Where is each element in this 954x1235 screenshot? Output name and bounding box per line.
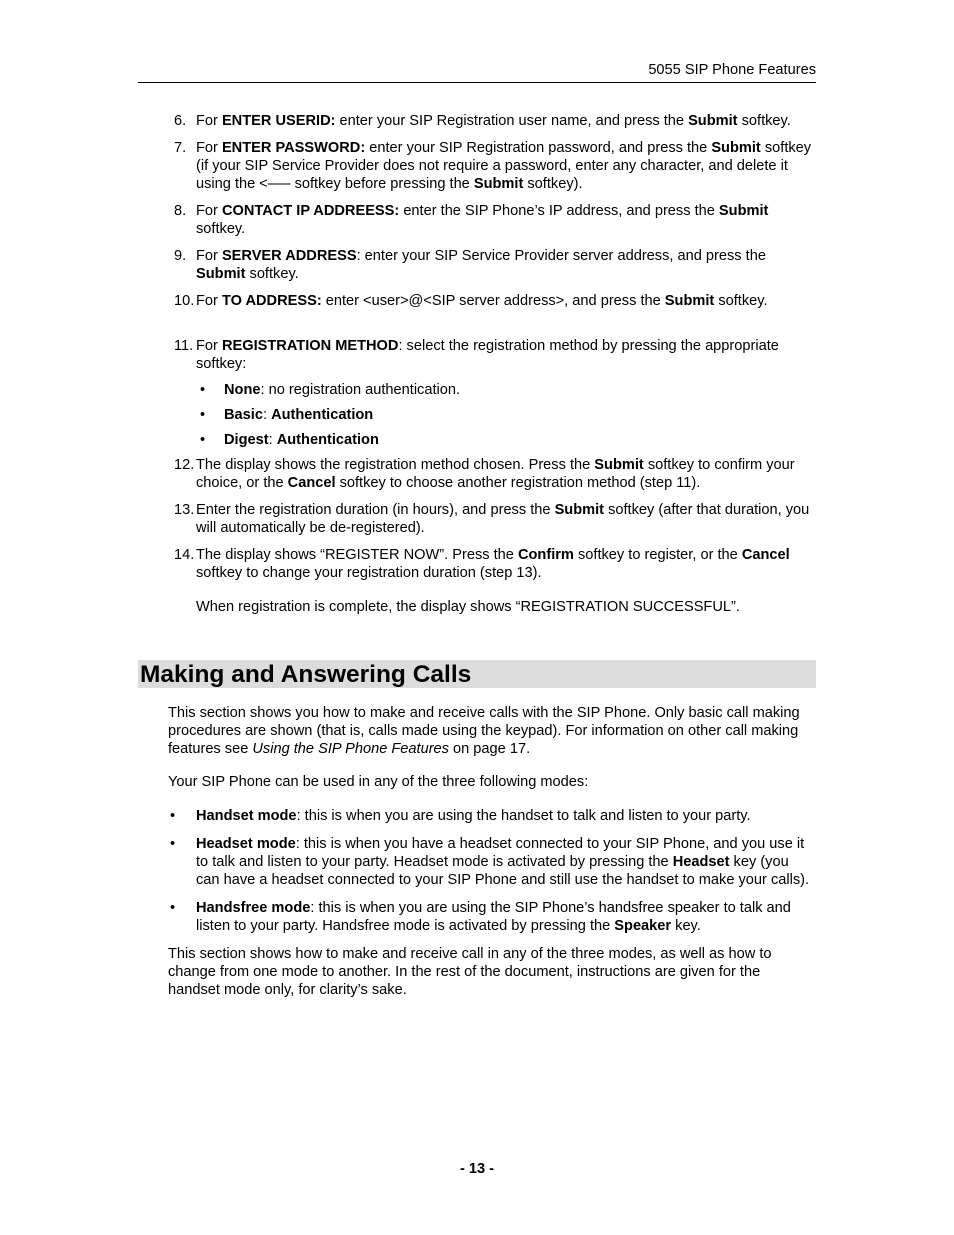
bullet-icon: • [170,900,176,916]
registration-method-list [196,381,819,449]
step-number: 10. [174,293,195,309]
step-number: 12. [174,457,195,473]
list-item: • Handset mode: this is when you are using the handset to talk and listen to your party. [170,808,751,824]
header-title: 5055 SIP Phone Features [648,62,816,78]
list-item: • Headset mode: this is when you have a headset connected to your SIP Phone, and you use it to talk and listen to your party. Headset mode is activated by pressing the Headset key (you can have a headset connected to your SIP Phone and still use the handset to make your calls). [170,836,810,888]
section-title: Making and Answering Calls [140,661,472,688]
list-item: • None: no registration authentication. [196,381,819,399]
step-text: The display shows the registration method chosen. Press the Submit softkey to confirm your choice, or the Cancel softkey to choose another registration method (step 11). [196,457,795,491]
cross-reference-link: Using the SIP Phone Features [252,741,449,757]
list-item: • Basic: Authentication [196,406,819,424]
step-text: For ENTER PASSWORD: enter your SIP Registration password, and press the Submit softkey (if your SIP Service Provider does not require a password, enter any character, and delete it using the <–— softkey before pressing the Submit softkey). [196,140,812,192]
step-number: 11. [174,338,194,354]
step-number: 14. [174,547,195,563]
modes-list [168,807,816,935]
step-10 [174,292,819,310]
running-header [138,61,816,83]
bullet-icon: • [170,808,176,824]
step-text: For TO ADDRESS: enter <user>@<SIP server address>, and press the Submit softkey. [196,293,768,309]
step-number: 13. [174,502,195,518]
step-9 [174,247,819,283]
section-heading-bar [138,660,816,688]
step-7 [174,139,819,193]
step-text: Enter the registration duration (in hours), and press the Submit softkey (after that duration, you will automatically be de-registered). [196,502,810,536]
step-number: 8. [174,203,187,219]
step-12 [174,456,819,492]
step-text: For ENTER USERID: enter your SIP Registration user name, and press the Submit softkey. [196,113,791,129]
step-number: 6. [174,113,187,129]
modes-intro: Your SIP Phone can be used in any of the three following modes: [168,774,589,790]
step-8 [174,202,819,238]
list-item: • Handsfree mode: this is when you are using the SIP Phone’s handsfree speaker to talk and listen to your party. Handsfree mode is activated by pressing the Speaker key. [170,900,791,934]
step-number: 7. [174,140,187,156]
step-text: For REGISTRATION METHOD: select the registration method by pressing the appropriate softkey: • None: no registration authentication. • Basic: Authentication • Digest: Authentication [196,337,819,456]
step-11 [174,337,819,456]
step-text: For SERVER ADDRESS: enter your SIP Service Provider server address, and press the Submit softkey. [196,248,766,282]
intro-paragraph: This section shows you how to make and receive calls with the SIP Phone. Only basic call making procedures are shown (that is, calls made using the keypad). For information on other call making features see Using the SIP Phone Features on page 17. [168,705,800,757]
step-text: The display shows “REGISTER NOW”. Press the Confirm softkey to register, or the Cancel softkey to change your registration duration (step 13). When registration is complete, the display shows “REGISTRATION SUCCESSFUL”. [196,546,819,616]
bullet-icon: • [170,836,176,852]
registration-steps [174,112,819,625]
step-6 [174,112,819,130]
step-number: 9. [174,248,187,264]
page-number: - 13 - [459,1161,495,1177]
completion-note: When registration is complete, the display shows “REGISTRATION SUCCESSFUL”. [196,599,740,615]
list-item: • Digest: Authentication [196,431,819,449]
bullet-icon: • [200,407,206,423]
step-14 [174,546,819,616]
step-text: For CONTACT IP ADDREESS: enter the SIP Phone’s IP address, and press the Submit softkey. [196,203,769,237]
closing-paragraph: This section shows how to make and receive call in any of the three modes, as well as how to change from one mode to another. In the rest of the document, instructions are given for the handset mode only, for clarity’s sake. [168,946,772,998]
bullet-icon: • [200,382,206,398]
step-13 [174,501,819,537]
bullet-icon: • [200,432,206,448]
section-content [168,704,816,1014]
